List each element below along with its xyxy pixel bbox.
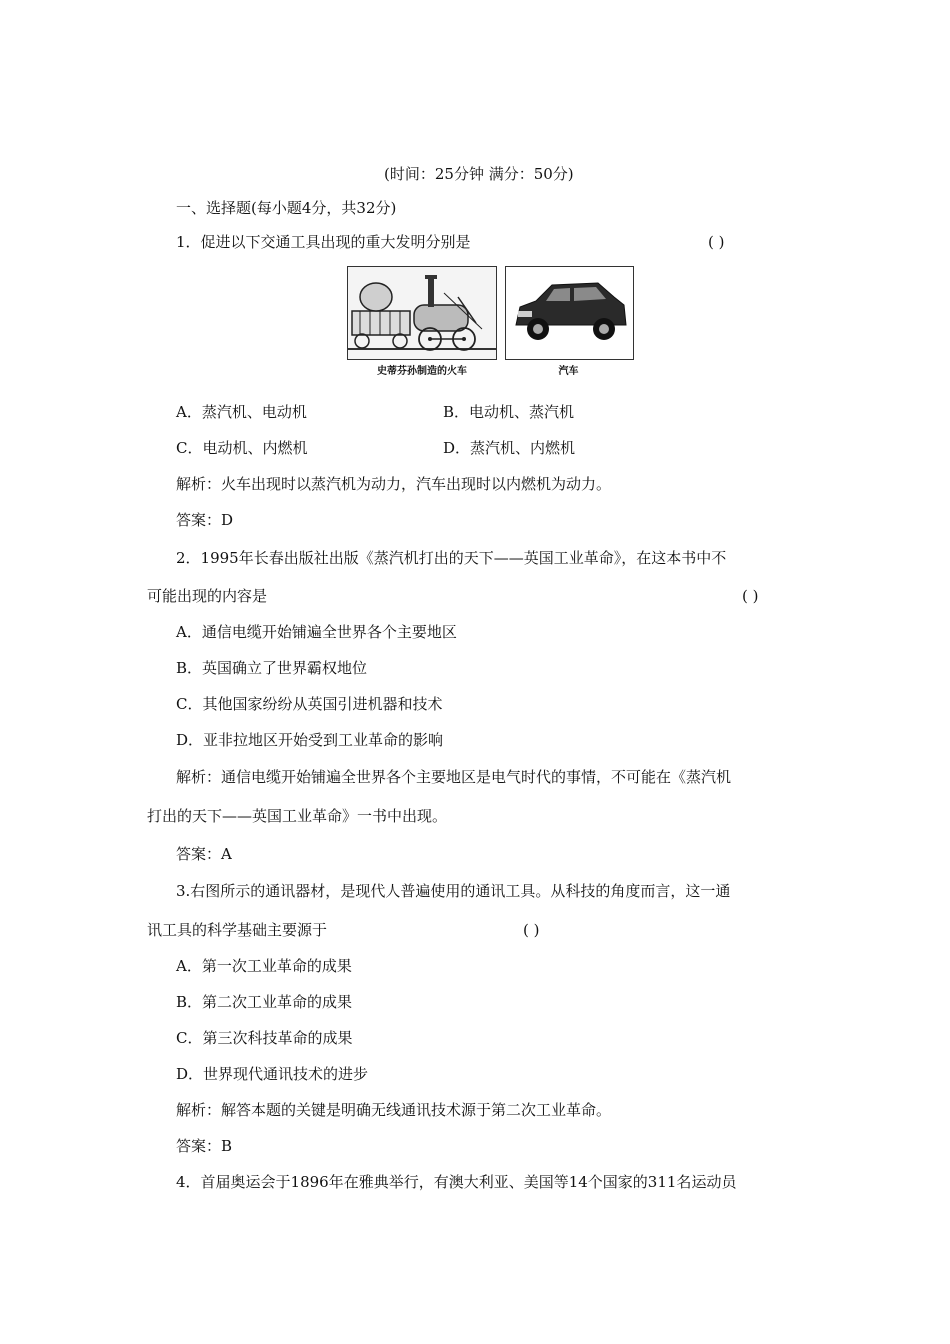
q1-stem: 1．促进以下交通工具出现的重大发明分别是 bbox=[176, 233, 471, 251]
q2-analysis-line2: 打出的天下——英国工业革命》一书中出现。 bbox=[147, 807, 448, 825]
q1-option-b: B．电动机、蒸汽机 bbox=[443, 403, 575, 421]
q2-answer-bracket: ( ) bbox=[742, 587, 759, 605]
q3-option-a: A．第一次工业革命的成果 bbox=[176, 957, 352, 975]
q3-stem-line1: 3.右图所示的通讯器材，是现代人普遍使用的通讯工具。从科技的角度而言，这一通 bbox=[176, 882, 731, 900]
q1-option-c: C．电动机、内燃机 bbox=[176, 439, 308, 457]
train-image bbox=[347, 266, 497, 360]
train-caption: 史蒂芬孙制造的火车 bbox=[377, 366, 467, 377]
q3-option-d: D．世界现代通讯技术的进步 bbox=[176, 1065, 369, 1083]
q3-option-b: B．第二次工业革命的成果 bbox=[176, 993, 353, 1011]
q1-option-a: A．蒸汽机、电动机 bbox=[176, 403, 307, 421]
q3-answer: 答案：B bbox=[176, 1137, 233, 1155]
q1-answer-bracket: ( ) bbox=[708, 233, 725, 251]
q1-answer: 答案：D bbox=[176, 511, 234, 529]
q1-option-d: D．蒸汽机、内燃机 bbox=[443, 439, 576, 457]
q2-analysis-line1: 解析：通信电缆开始铺遍全世界各个主要地区是电气时代的事情，不可能在《蒸汽机 bbox=[176, 768, 732, 786]
q3-answer-bracket: ( ) bbox=[523, 921, 540, 939]
time-score-header: (时间：25分钟 满分：50分) bbox=[384, 165, 574, 183]
q3-analysis: 解析：解答本题的关键是明确无线通讯技术源于第二次工业革命。 bbox=[176, 1101, 612, 1119]
car-image bbox=[505, 266, 634, 360]
train-illustration bbox=[348, 267, 496, 359]
q2-answer: 答案：A bbox=[176, 845, 232, 863]
q2-stem-line1: 2．1995年长春出版社出版《蒸汽机打出的天下——英国工业革命》，在这本书中不 bbox=[176, 549, 727, 567]
q2-option-c: C．其他国家纷纷从英国引进机器和技术 bbox=[176, 695, 443, 713]
q2-stem-line2: 可能出现的内容是 bbox=[147, 587, 268, 605]
car-illustration bbox=[506, 267, 633, 359]
q1-analysis: 解析：火车出现时以蒸汽机为动力，汽车出现时以内燃机为动力。 bbox=[176, 475, 612, 493]
car-caption: 汽车 bbox=[558, 366, 579, 377]
q3-stem-line2: 讯工具的科学基础主要源于 bbox=[147, 921, 328, 939]
q2-option-d: D．亚非拉地区开始受到工业革命的影响 bbox=[176, 731, 444, 749]
q3-option-c: C．第三次科技革命的成果 bbox=[176, 1029, 353, 1047]
q2-option-b: B．英国确立了世界霸权地位 bbox=[176, 659, 368, 677]
section-title: 一、选择题(每小题4分，共32分) bbox=[176, 199, 397, 217]
q2-option-a: A．通信电缆开始铺遍全世界各个主要地区 bbox=[176, 623, 457, 641]
q4-stem-line1: 4．首届奥运会于1896年在雅典举行，有澳大利亚、美国等14个国家的311名运动员 bbox=[176, 1173, 737, 1191]
